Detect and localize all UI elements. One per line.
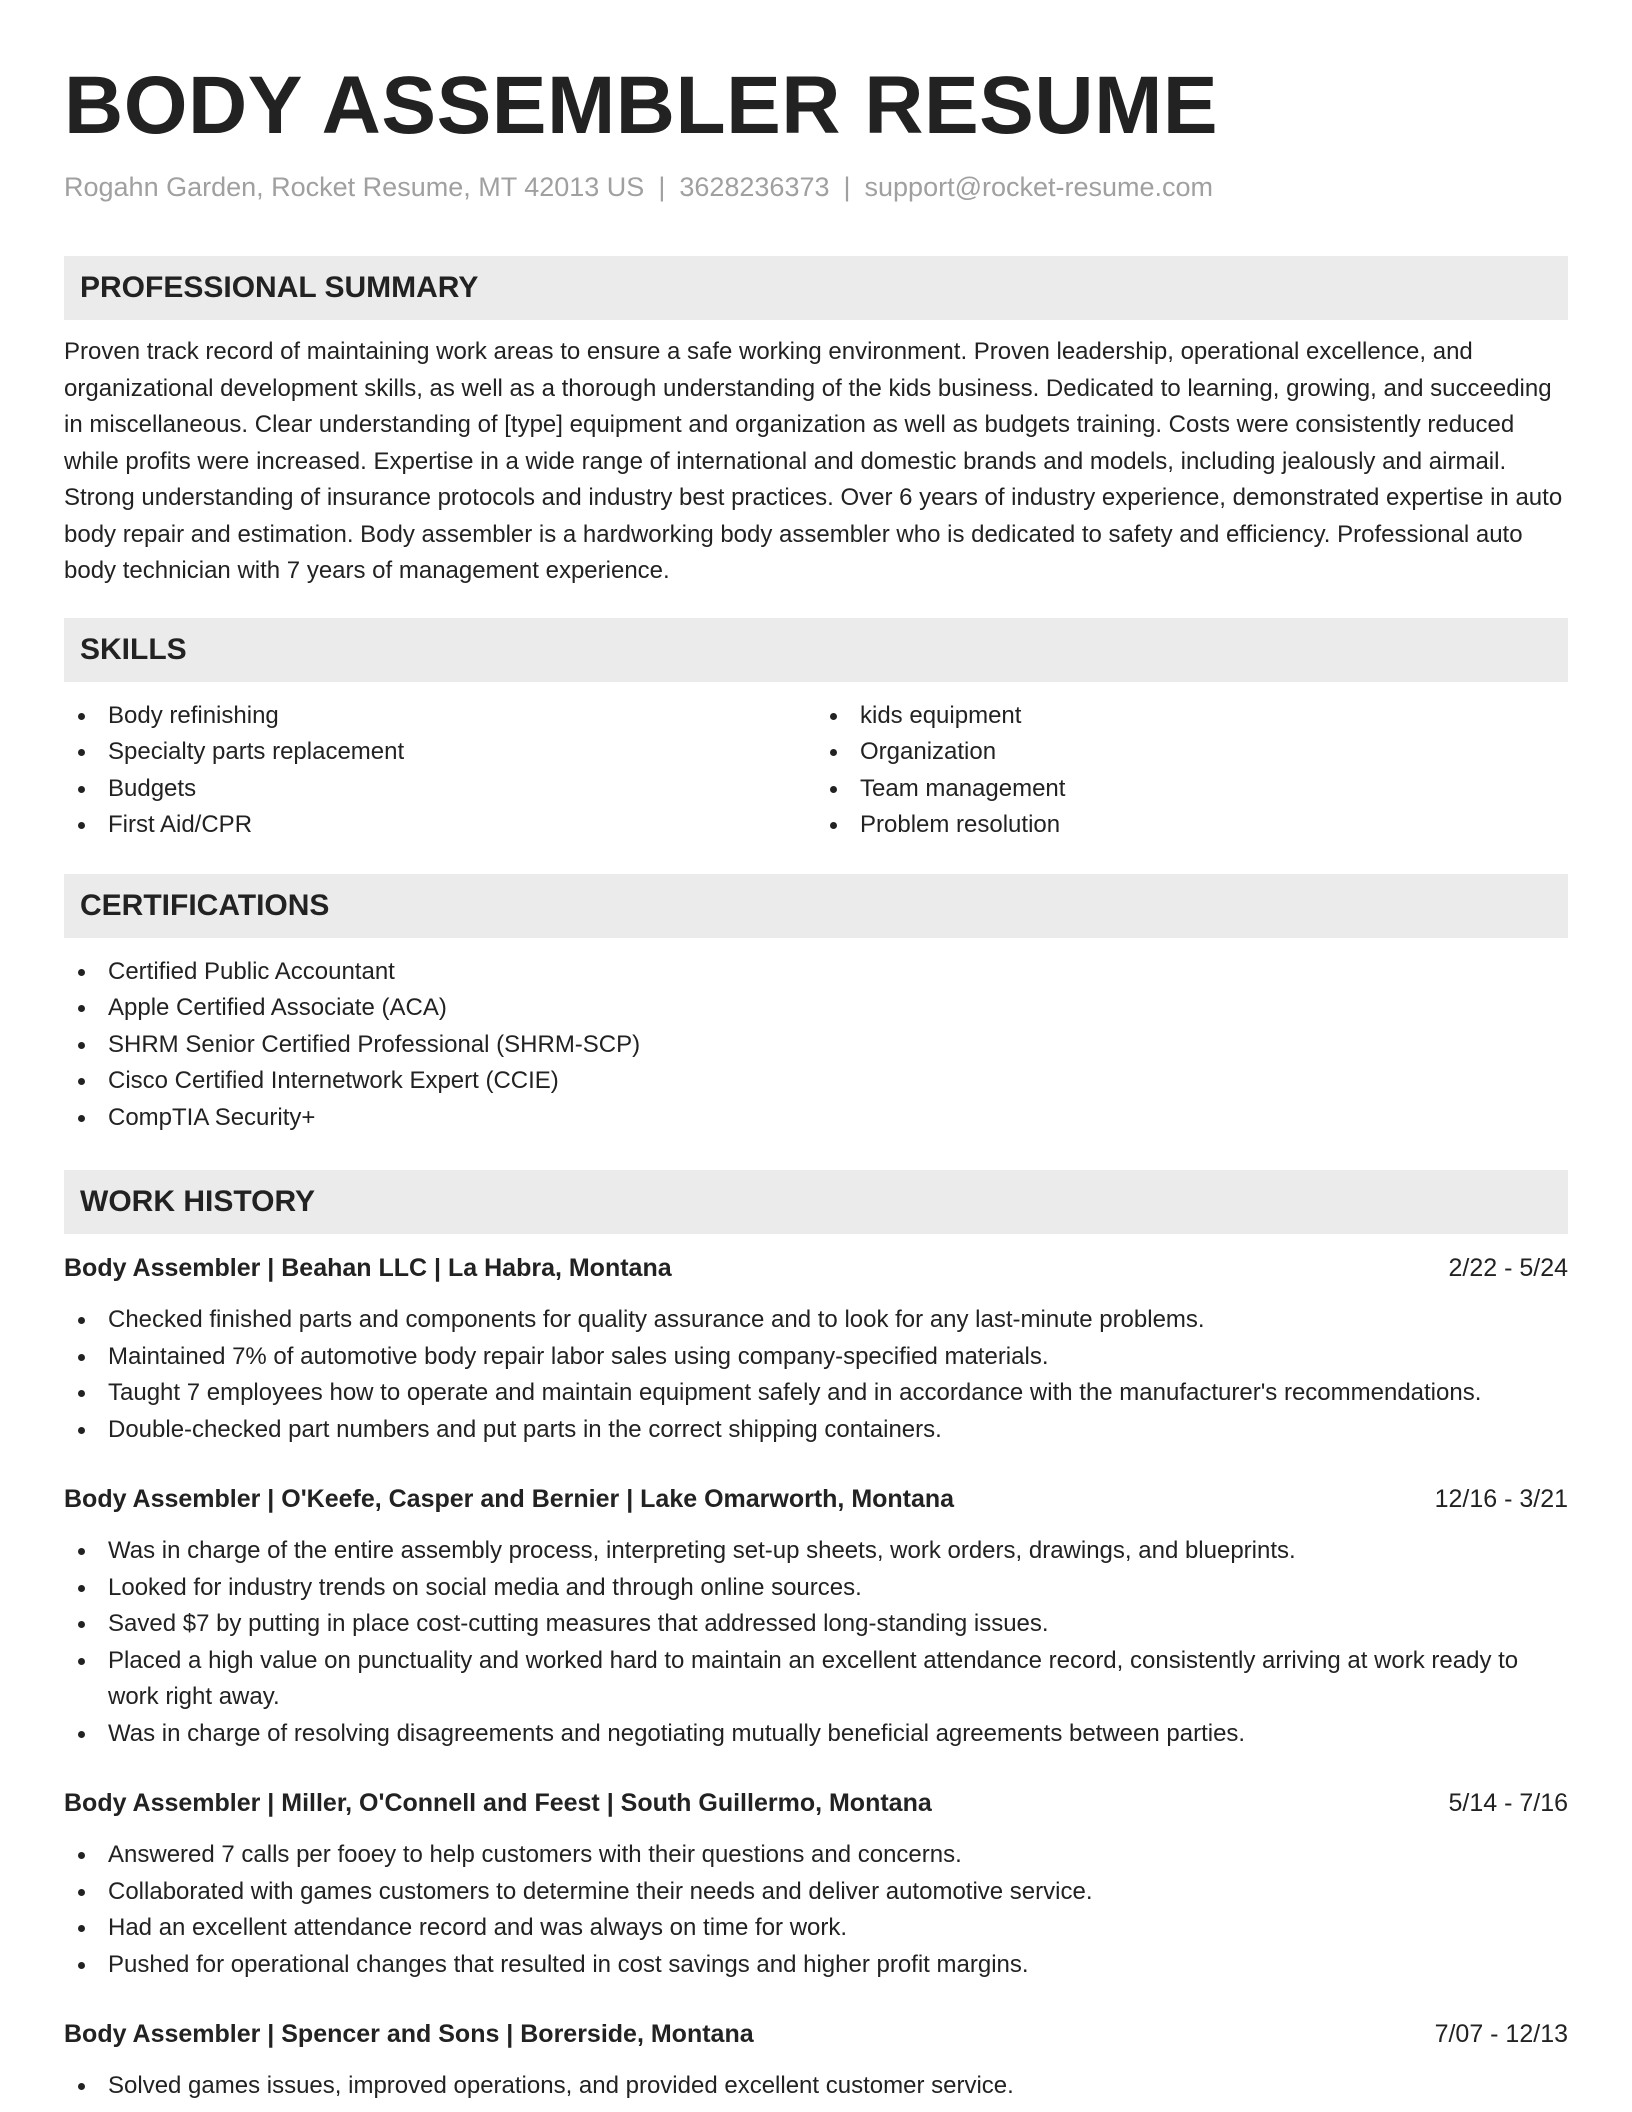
section-header-summary: PROFESSIONAL SUMMARY — [64, 256, 1568, 320]
job-header — [64, 2016, 1568, 2052]
job-bullet: Saved $7 by putting in place cost-cutting measures that addressed long-standing issues. — [64, 1606, 1568, 1643]
job-header — [64, 1250, 1568, 1286]
certifications-list — [64, 954, 1568, 1137]
certification-item: CompTIA Security+ — [64, 1100, 1568, 1137]
job-heading: Body Assembler | O'Keefe, Casper and Bernier | Lake Omarworth, Montana — [64, 1485, 955, 1513]
job-bullet: Answered 7 calls per fooey to help customers with their questions and concerns. — [64, 1837, 1568, 1874]
section-header-skills: SKILLS — [64, 618, 1568, 682]
summary-text: Proven track record of maintaining work areas to ensure a safe working environment. Proven leadership, operational excellence, and organizational development skills, as well as a thorough understanding of the kids business. Dedicated to learning, growing, and succeeding in miscellaneous. Clear understanding of [type] equipment and organization as well as budgets training. Costs were consistently reduced while profits were increased. Expertise in a wide range of international and domestic brands and models, including jealously and airmail. Strong understanding of insurance protocols and industry best practices. Over 6 years of industry experience, demonstrated expertise in auto body repair and estimation. Body assembler is a hardworking body assembler who is dedicated to safety and efficiency. Professional auto body technician with 7 years of management experience. — [64, 338, 1563, 584]
job-bullets — [64, 2068, 1568, 2105]
contact-email: support@rocket-resume.com — [864, 172, 1214, 202]
job-bullet: Had an excellent attendance record and was always on time for work. — [64, 1910, 1568, 1947]
skill-item: Team management — [816, 771, 1568, 808]
skill-item: Budgets — [64, 771, 816, 808]
certification-item: Certified Public Accountant — [64, 954, 1568, 991]
skills-column-left — [64, 698, 816, 844]
job-entry — [64, 1785, 1568, 1983]
section-header-work-history: WORK HISTORY — [64, 1170, 1568, 1234]
section-header-certifications: CERTIFICATIONS — [64, 874, 1568, 938]
certification-item: Apple Certified Associate (ACA) — [64, 990, 1568, 1027]
contact-line — [64, 170, 1568, 204]
contact-separator: | — [843, 172, 851, 202]
skill-item: First Aid/CPR — [64, 807, 816, 844]
job-dates: 12/16 - 3/21 — [1434, 1485, 1568, 1513]
job-entry — [64, 2016, 1568, 2105]
job-bullets — [64, 1302, 1568, 1448]
certification-item: SHRM Senior Certified Professional (SHRM-SCP) — [64, 1027, 1568, 1064]
skill-item: Specialty parts replacement — [64, 734, 816, 771]
job-bullet: Was in charge of resolving disagreements and negotiating mutually beneficial agreements between parties. — [64, 1716, 1568, 1753]
job-bullet: Looked for industry trends on social media and through online sources. — [64, 1570, 1568, 1607]
resume-title: BODY ASSEMBLER RESUME — [64, 60, 1219, 151]
job-dates: 5/14 - 7/16 — [1448, 1789, 1568, 1817]
job-bullet: Taught 7 employees how to operate and maintain equipment safely and in accordance with the manufacturer's recommendations. — [64, 1375, 1568, 1412]
skill-item: Body refinishing — [64, 698, 816, 735]
job-bullet: Collaborated with games customers to determine their needs and deliver automotive service. — [64, 1874, 1568, 1911]
skills-list — [64, 698, 1568, 844]
job-entry — [64, 1250, 1568, 1448]
job-bullet: Was in charge of the entire assembly process, interpreting set-up sheets, work orders, drawings, and blueprints. — [64, 1533, 1568, 1570]
skill-item: Organization — [816, 734, 1568, 771]
certification-item: Cisco Certified Internetwork Expert (CCIE) — [64, 1063, 1568, 1100]
contact-address: Rogahn Garden, Rocket Resume, MT 42013 US — [64, 172, 645, 202]
job-bullet: Checked finished parts and components for quality assurance and to look for any last-minute problems. — [64, 1302, 1568, 1339]
job-header — [64, 1785, 1568, 1821]
job-bullet: Placed a high value on punctuality and worked hard to maintain an excellent attendance record, consistently arriving at work ready to work right away. — [64, 1643, 1568, 1716]
job-bullet: Pushed for operational changes that resulted in cost savings and higher profit margins. — [64, 1947, 1568, 1984]
job-heading: Body Assembler | Miller, O'Connell and Feest | South Guillermo, Montana — [64, 1789, 932, 1817]
contact-separator: | — [658, 172, 666, 202]
job-bullet: Solved games issues, improved operations, and provided excellent customer service. — [64, 2068, 1568, 2105]
job-bullet: Double-checked part numbers and put parts in the correct shipping containers. — [64, 1412, 1568, 1449]
job-heading: Body Assembler | Spencer and Sons | Borerside, Montana — [64, 2020, 754, 2048]
job-bullets — [64, 1533, 1568, 1752]
skills-column-right — [816, 698, 1568, 844]
job-entry — [64, 1481, 1568, 1752]
job-dates: 7/07 - 12/13 — [1434, 2020, 1568, 2048]
job-dates: 2/22 - 5/24 — [1448, 1254, 1568, 1282]
job-bullets — [64, 1837, 1568, 1983]
job-bullet: Maintained 7% of automotive body repair labor sales using company-specified materials. — [64, 1339, 1568, 1376]
job-heading: Body Assembler | Beahan LLC | La Habra, Montana — [64, 1254, 672, 1282]
contact-phone: 3628236373 — [679, 172, 830, 202]
skill-item: Problem resolution — [816, 807, 1568, 844]
job-header — [64, 1481, 1568, 1517]
skill-item: kids equipment — [816, 698, 1568, 735]
